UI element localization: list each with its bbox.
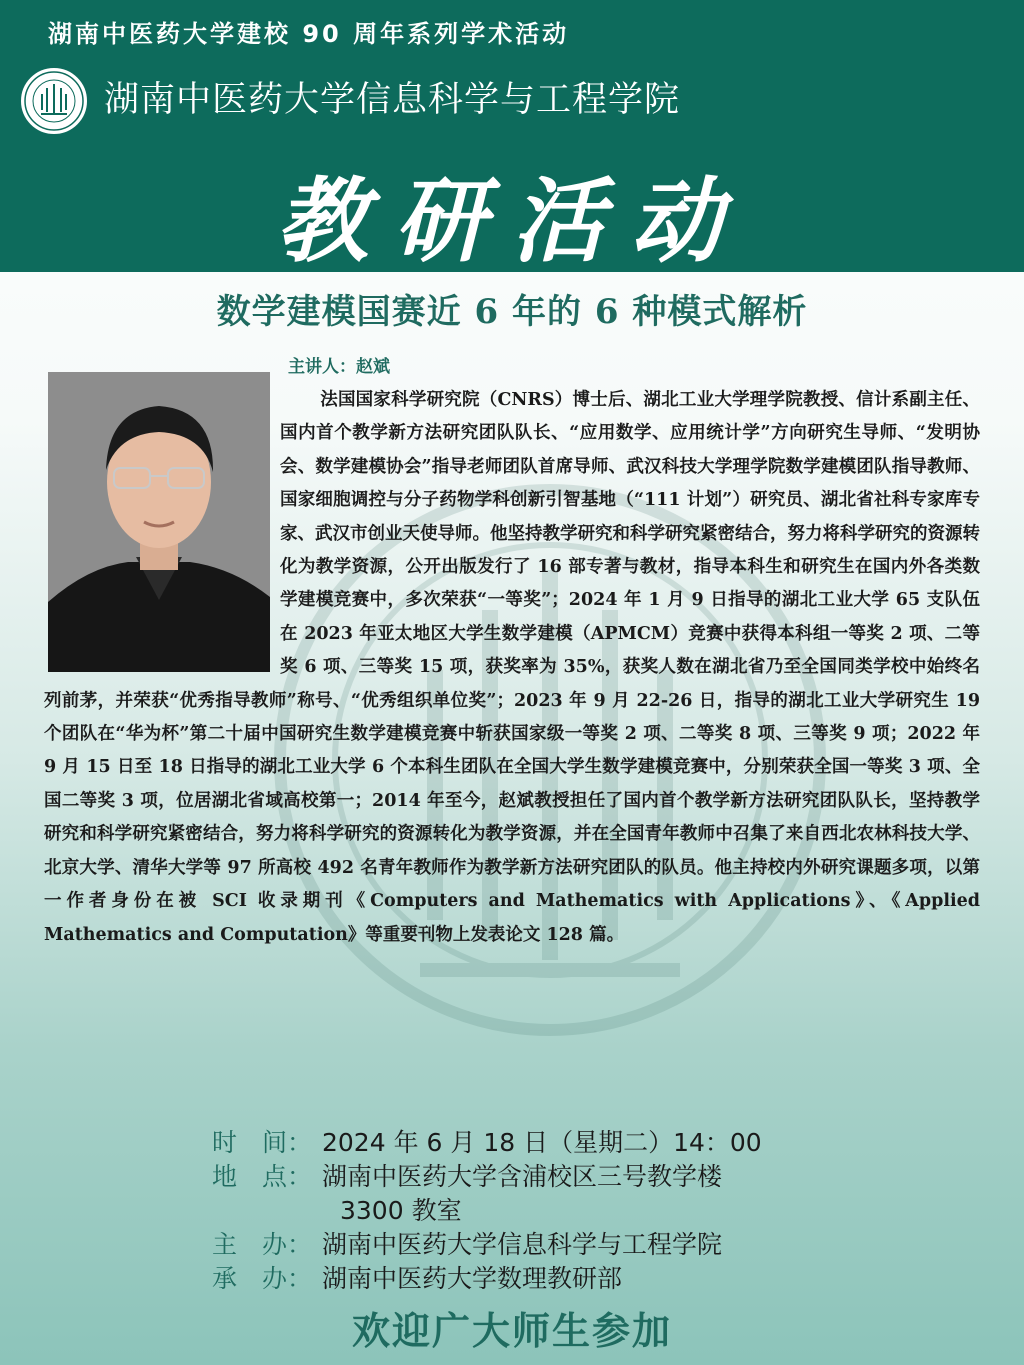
host-label: 主 办： bbox=[212, 1230, 313, 1259]
organizer-value: 湖南中医药大学数理教研部 bbox=[322, 1264, 623, 1293]
anniversary-line: 湖南中医药大学建校 90 周年系列学术活动 bbox=[48, 20, 570, 48]
place-label: 地 点： bbox=[212, 1162, 313, 1191]
college-name: 湖南中医药大学信息科学与工程学院 bbox=[104, 80, 681, 120]
header-banner bbox=[0, 0, 1024, 275]
photo-spacer bbox=[44, 384, 280, 681]
place-label-spacer bbox=[212, 1194, 322, 1228]
speaker-bio bbox=[44, 384, 980, 952]
event-info bbox=[212, 1126, 1002, 1296]
time-value: 2024 年 6 月 18 日（星期二）14：00 bbox=[322, 1128, 762, 1157]
banner-title: 教研活动 bbox=[275, 167, 748, 275]
place-value-2: 3300 教室 bbox=[340, 1196, 462, 1225]
place-value: 湖南中医药大学含浦校区三号教学楼 bbox=[322, 1162, 723, 1191]
university-logo-icon bbox=[19, 66, 89, 136]
host-row bbox=[212, 1228, 1002, 1262]
welcome-text: 欢迎广大师生参加 bbox=[351, 1308, 672, 1353]
time-label: 时 间： bbox=[212, 1128, 313, 1157]
place-row bbox=[212, 1160, 1002, 1194]
place-row-continued bbox=[212, 1194, 1002, 1228]
lecture-title: 数学建模国赛近 6 年的 6 种模式解析 bbox=[216, 292, 808, 332]
bio-text: 法国国家科学研究院（CNRS）博士后、湖北工业大学理学院教授、信计系副主任、国内首个教学新方法研究团队队长、“应用数学、应用统计学”方向研究生导师、“发明协会、数学建模协会”指导老师团队首席导师、武汉科技大学理学院数学建模团队指导教师、国家细胞调控与分子药物学科创新引智基地（“111 计划”）研究员、湖北省社科专家库专家、武汉市创业天使导师。他坚持教学研究和科学研究紧密结合，努力将科学研究的资源转化为教学资源，公开出版发行了 16 部专著与教材，指导本科生和研究生在国内外各类数学建模竞赛中，多次荣获“一等奖”；2024 年 1 月 9 日指导的湖北工业大学 65 支队伍在 2023 年亚太地区大学生数学建模（APMCM）竞赛中获得本科组一等奖 2 项、二等奖 6 项、三等奖 15 项，获奖率为 35%，获奖人数在湖北省乃至全国同类学校中始终名列前茅，并荣获“优秀指导教师”称号、“优秀组织单位奖”；2023 年 9 月 22-26 日，指导的湖北工业大学研究生 19 个团队在“华为杯”第二十届中国研究生数学建模竞赛中斩获国家级一等奖 2 项、二等奖 8 项、三等奖 9 项；2022 年 9 月 15 日至 18 日指导的湖北工业大学 6 个本科生团队在全国大学生数学建模竞赛中，分别荣获全国一等奖 3 项、全国二等奖 3 项，位居湖北省域高校第一；2014 年至今，赵斌教授担任了国内首个教学新方法研究团队队长，坚持教学研究和科学研究紧密结合，努力将科学研究的资源转化为教学资源，并在全国青年教师中召集了来自西北农林科技大学、北京大学、清华大学等 97 所高校 492 名青年教师作为教学新方法研究团队的队员。他主持校内外研究课题多项，以第一作者身份在被 SCI 收录期刊《Computers and Mathematics with Applications》、《Applied Mathematics and Computation》等重要刊物上发表论文 128 篇。 bbox=[44, 390, 980, 945]
host-value: 湖南中医药大学信息科学与工程学院 bbox=[322, 1230, 723, 1259]
time-row bbox=[212, 1126, 1002, 1160]
organizer-row bbox=[212, 1262, 1002, 1296]
organizer-label: 承 办： bbox=[212, 1264, 313, 1293]
speaker-label: 主讲人：赵斌 bbox=[288, 357, 390, 377]
